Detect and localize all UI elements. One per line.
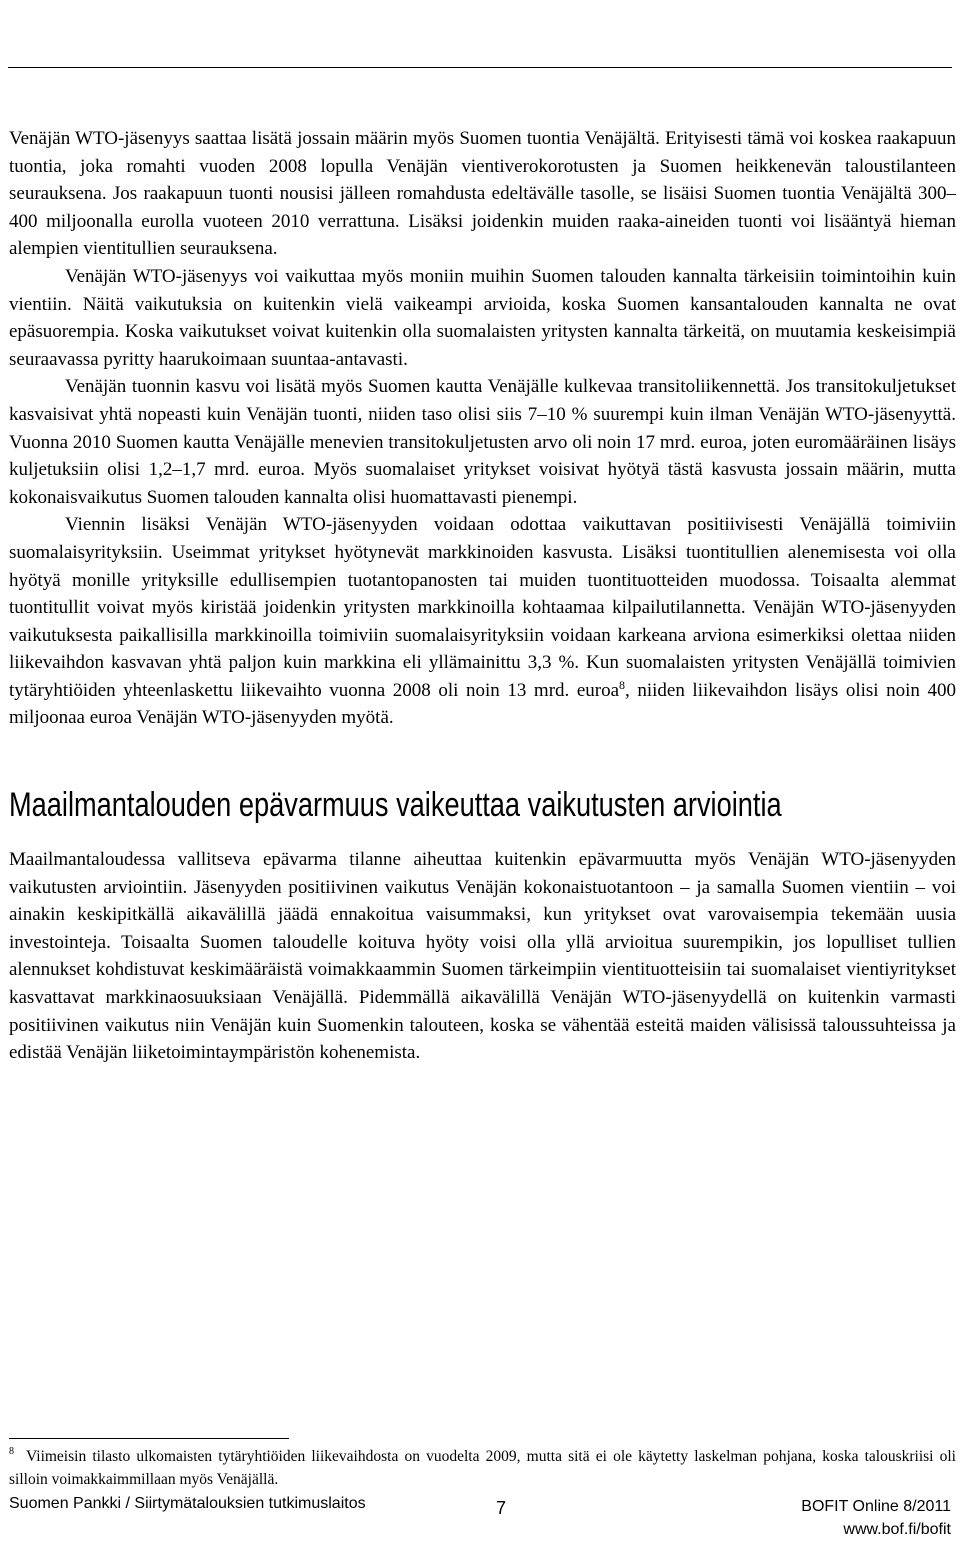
- footer-right: [801, 1495, 951, 1541]
- paragraph-1: Venäjän WTO-jäsenyys saattaa lisätä jossain määrin myös Suomen tuontia Venäjältä. Erityisesti tämä voi koskea raakapuun tuontia, joka romahti vuoden 2008 lopulla Venäjän vientiverokorotusten ja Suomen heikkenevän taloustilanteen seurauksena. Jos raakapuun tuonti nousisi jälleen romahdusta edeltävälle tasolle, se lisäisi Suomen tuontia Venäjältä 300–400 miljoonalla eurolla vuoteen 2010 verrattuna. Lisäksi joidenkin muiden raaka-aineiden tuonti voi lisääntyä hieman alempien vientitullien seurauksena.: [9, 128, 956, 260]
- paragraph-3: Venäjän tuonnin kasvu voi lisätä myös Suomen kautta Venäjälle kulkevaa transitoliikennettä. Jos transitokuljetukset kasvaisivat yhtä nopeasti kuin Venäjän tuonti, niiden taso olisi siis 7–10 % suurempi kuin ilman Venäjän WTO-jäsenyyttä. Vuonna 2010 Suomen kautta Venäjälle menevien transitokuljetusten arvo oli noin 17 mrd. euroa, joten euromääräinen lisäys kuljetuksiin olisi 1,2–1,7 mrd. euroa. Myös suomalaiset yritykset voisivat hyötyä tästä kasvusta jossain määrin, mutta kokonaisvaikutus Suomen talouden kannalta olisi huomattavasti pienempi.: [9, 376, 956, 508]
- page-header: [0, 0, 960, 70]
- page-number: 7: [496, 1498, 507, 1518]
- paragraph-2: Venäjän WTO-jäsenyys voi vaikuttaa myös moniin muihin Suomen talouden kannalta tärkeisiin toimintoihin kuin vientiin. Näitä vaikutuksia on kuitenkin vielä vaikeampi arvioida, koska Suomen kansantalouden kannalta ne ovat epäsuorempia. Koska vaikutukset voivat kuitenkin olla suomalaisten yritysten kannalta tärkeitä, on muutamia keskeisimpiä seuraavassa pyritty haarukoimaan suuntaa-antavasti.: [9, 265, 956, 370]
- paragraph-4: [9, 511, 956, 732]
- page-footer: [9, 1490, 951, 1538]
- section-paragraph: Maailmantaloudessa vallitseva epävarma tilanne aiheuttaa kuitenkin epävarmuutta myös Venäjän WTO-jäsenyyden vaikutusten arviointiin. Jäsenyyden positiivinen vaikutus Venäjän kokonaistuotantoon – ja samalla Suomen vientiin – voi ainakin keskipitkällä aikavälillä jäädä ennakoitua vaisummaksi, kun yritykset ovat varovaisempia tekemään uusia investointeja. Toisaalta Suomen taloudelle koituva hyöty voisi olla yllä arvioitua suurempikin, jos lopulliset tullien alennukset kohdistuvat keskimääräistä voimakkaammin Suomen tärkeimpiin vientituotteisiin tai suomalaiset vientiyritykset kasvattavat markkinaosuuksiaan Venäjällä. Pidemmällä aikavälillä Venäjän WTO-jäsenyydellä on kuitenkin varmasti positiivinen vaikutus niin Venäjän kuin Suomenkin talouteen, koska se vähentää esteitä maiden välisissä taloussuhteissa ja edistää Venäjän liiketoimintaympäristön kohenemista.: [9, 849, 956, 1064]
- header-title: Suomi hyötyy Venäjän WTO-jäsenyydestä: [645, 0, 944, 17]
- header-author: Heli Simola: [8, 0, 89, 17]
- paragraph-4-text: Viennin lisäksi Venäjän WTO-jäsenyyden voidaan odottaa vaikuttavan positiivisesti Venäjällä toimiviin suomalaisyrityksiin. Useimmat yritykset hyötynevät markkinoiden kasvusta. Lisäksi tuontitullien alenemisesta voi olla hyötyä monille yrityksille edullisempien tuotantopanosten tai muiden tuontituotteiden muodossa. Toisaalta alemmat tuontitullit voivat myös kiristää joidenkin yritysten markkinoilla kohtaamaa kilpailutilannetta. Venäjän WTO-jäsenyyden vaikutuksesta paikallisilla markkinoilla toimiviin suomalaisyrityksiin voidaan karkeana arviona esimerkiksi olettaa niiden liikevaihdon kasvavan yhtä paljon kuin markkina eli yllämainittu 3,3 %. Kun suomalaisten yritysten Venäjällä toimivien tytäryhtiöiden yhteenlaskettu liikevaihto vuonna 2008 oli noin 13 mrd. euroa: [9, 514, 956, 701]
- footnote-text: Viimeisin tilasto ulkomaisten tytäryhtiöiden liikevaihdosta on vuodelta 2009, mutta sitä ei ole käytetty laskelman pohjana, koska talouskriisi oli silloin voimakkaimmillaan myös Venäjällä.: [9, 1448, 956, 1488]
- footer-series: BOFIT Online 8/2011: [801, 1498, 951, 1515]
- main-content: [9, 125, 956, 1067]
- footer-url[interactable]: www.bof.fi/bofit: [843, 1521, 951, 1538]
- footnote-reference[interactable]: 8: [619, 677, 626, 692]
- footnote: [9, 1445, 956, 1491]
- footnote-mark: 8: [9, 1446, 14, 1457]
- paragraph-4-tail: , niiden liikevaihdon lisäys olisi noin 400 miljoonaa euroa Venäjän WTO-jäsenyyden myötä.: [9, 679, 956, 729]
- header-rule: [8, 67, 952, 68]
- section-heading: Maailmantalouden epävarmuus vaikeuttaa vaikutusten arviointia: [9, 786, 782, 825]
- footnote-rule: [9, 1438, 289, 1439]
- footer-publisher: Suomen Pankki / Siirtymätalouksien tutkimuslaitos: [9, 1495, 366, 1512]
